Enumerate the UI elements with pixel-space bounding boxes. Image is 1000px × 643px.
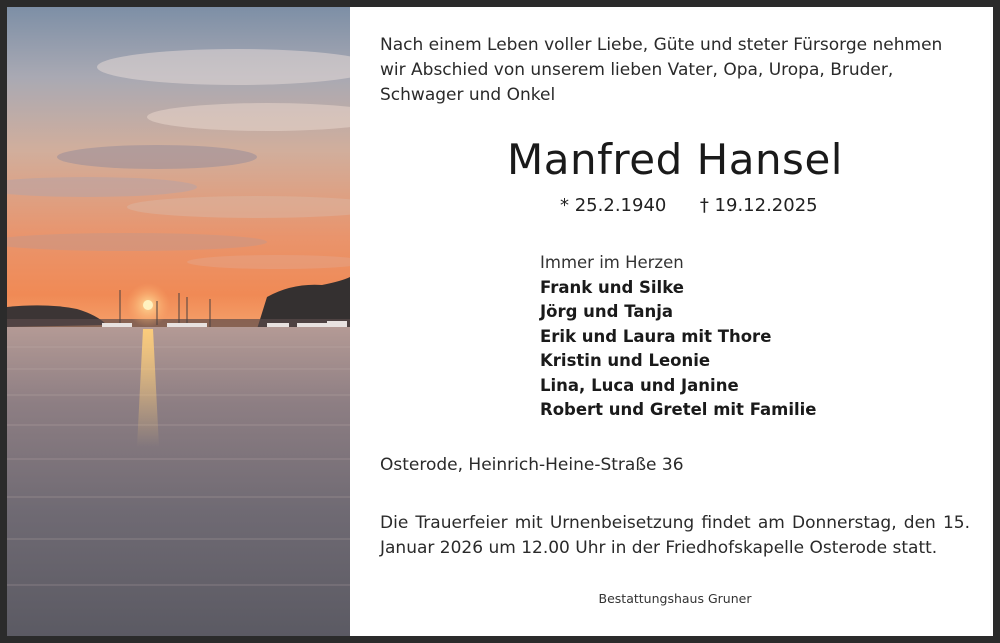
born-symbol: * [560, 195, 569, 216]
sunset-harbor-photo [7, 7, 350, 636]
life-dates [560, 195, 818, 216]
obituary-text [380, 7, 970, 636]
mourner-name: Lina, Luca und Janine [540, 375, 739, 395]
mourner-name: Jörg und Tanja [540, 302, 674, 321]
deceased-name: Manfred Hansel [507, 135, 843, 184]
mourner-name: Robert und Gretel mit Familie [540, 400, 817, 419]
mourners-lead: Immer im Herzen [540, 253, 684, 272]
sea [7, 327, 350, 636]
sun [143, 300, 153, 310]
intro-text: Nach einem Leben voller Liebe, Güte und steter Fürsorge nehmen wir Abschied von unserem lieben Vater, Opa, Uropa, Bruder, Schwager und Onkel [380, 35, 943, 105]
mourner-name: Erik und Laura mit Thore [540, 326, 772, 346]
mourner-name: Frank und Silke [540, 277, 684, 297]
died-date: 19.12.2025 [714, 195, 818, 216]
service-info: Die Trauerfeier mit Urnenbeisetzung findet am Donnerstag, den 15. Januar 2026 um 12.00 Uhr in der Friedhofskapelle Osterode statt. [380, 513, 970, 558]
mourner-name: Kristin und Leonie [540, 351, 711, 370]
died-symbol: † [699, 195, 709, 216]
obituary-card [7, 7, 993, 636]
address: Osterode, Heinrich-Heine-Straße 36 [380, 455, 684, 475]
mourners-list [540, 251, 816, 423]
born-date: 25.2.1940 [574, 195, 667, 216]
funeral-home: Bestattungshaus Gruner [598, 591, 752, 606]
